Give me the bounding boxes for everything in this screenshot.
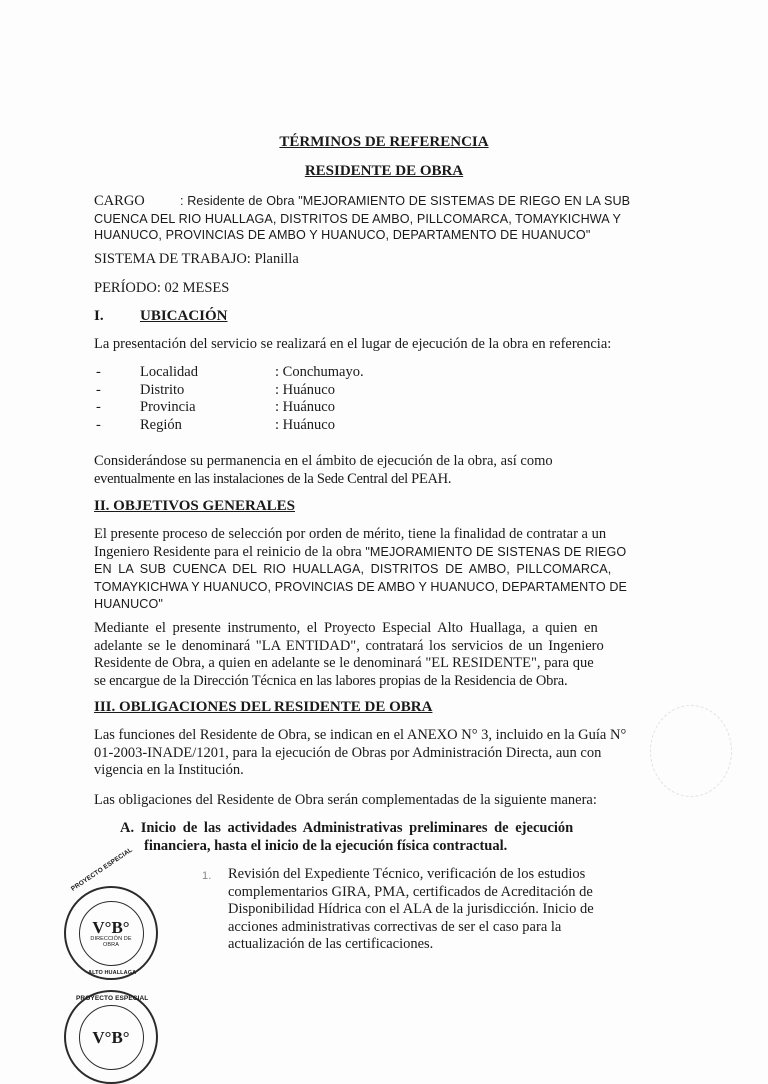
bullet: - (96, 416, 101, 433)
s3-p1-line2: 01-2003-INADE/1201, para la ejecución de Obras por Administración Directa, aun con (94, 744, 602, 761)
cargo-label: CARGO (94, 193, 145, 209)
section2-paragraph1 (94, 526, 656, 614)
section2-paragraph2 (94, 620, 660, 690)
s3-p1-line3: vigencia en la Institución. (94, 762, 244, 778)
section1-intro: La presentación del servicio se realizará en el lugar de ejecución de la obra en referencia: (94, 336, 612, 352)
p2-line1: Mediante el presente instrumento, el Proyecto Especial Alto Huallaga, a quien en (94, 620, 598, 636)
list-item (94, 399, 494, 417)
subsection-a (120, 820, 640, 855)
item1-line: complementarios GIRA, PMA, certificados de Acreditación de (228, 883, 593, 900)
location-label: Distrito (140, 381, 185, 398)
list-item (94, 417, 494, 435)
section3-paragraph1 (94, 727, 664, 780)
seal-ring-text: PROYECTO ESPECIAL (76, 995, 149, 1002)
bullet: - (96, 399, 101, 415)
s3-p1-line1: Las funciones del Residente de Obra, se indican en el ANEXO N° 3, incluido en la Guía N° (94, 727, 627, 743)
seal-ring-text: PROYECTO ESPECIAL (70, 846, 134, 893)
item1-line: Revisión del Expediente Técnico, verificación de los estudios (228, 866, 586, 882)
item1-line: acciones administrativas correctivas de ser el caso para la (228, 918, 562, 935)
seal-vb: V°B° (92, 917, 130, 937)
p2-line4: se encargue de la Dirección Técnica en las labores propias de la Residencia de Obra. (94, 672, 568, 689)
section1-title: UBICACIÓN (140, 308, 228, 324)
closing-line1: Considerándose su permanencia en el ámbito de ejecución de la obra, así como (94, 453, 553, 469)
subsection-a-line2: financiera, hasta el inicio de la ejecución física contractual. (144, 837, 508, 854)
sistema-trabajo: SISTEMA DE TRABAJO: Planilla (94, 251, 299, 267)
p1-line5: HUANUCO" (94, 597, 163, 611)
section2-title: II. OBJETIVOS GENERALES (94, 498, 296, 514)
section1-number: I. (94, 308, 104, 324)
location-list (94, 364, 494, 434)
list-item (94, 382, 494, 400)
bullet: - (96, 381, 101, 398)
p1-line2: Ingeniero Residente para el reinicio de la obra "MEJORAMIENTO DE SISTENAS DE RIEGO (94, 543, 627, 560)
subsection-a-line1: A. Inicio de las actividades Administrativas preliminares de ejecución (120, 820, 574, 836)
document-subtitle: RESIDENTE DE OBRA (304, 163, 464, 179)
cargo-value-line1: : Residente de Obra "MEJORAMIENTO DE SISTEMAS DE RIEGO EN LA SUB (180, 194, 631, 208)
section3-title: III. OBLIGACIONES DEL RESIDENTE DE OBRA (94, 699, 433, 715)
seal-bottom-text: ALTO HUALLAGA (88, 970, 137, 976)
document-title: TÉRMINOS DE REFERENCIA (279, 134, 489, 150)
location-label: Región (140, 416, 182, 433)
item1-text (228, 866, 658, 954)
p2-line2: adelante se le denominará "LA ENTIDAD", contratará los servicios de un Ingeniero (94, 637, 604, 654)
periodo: PERÍODO: 02 MESES (94, 280, 230, 296)
section3-paragraph2: Las obligaciones del Residente de Obra serán complementadas de la siguiente manera: (94, 792, 597, 808)
location-value: : Huánuco (275, 416, 335, 433)
closing-line2: eventualmente en las instalaciones de la Sede Central del PEAH. (94, 470, 452, 487)
location-value: : Conchumayo. (275, 364, 364, 380)
item1-line: Disponibilidad Hídrica con el ALA de la jurisdicción. Inicio de (228, 901, 594, 917)
item1-number: 1. (202, 870, 212, 882)
section1-closing (94, 453, 660, 488)
cargo-block (94, 193, 684, 242)
p1-line4: TOMAYKICHWA Y HUANUCO, PROVINCIAS DE AMBO Y HUANUCO, DEPARTAMENTO DE (94, 579, 628, 594)
cargo-line2: CUENCA DEL RIO HUALLAGA, DISTRITOS DE AMBO, PILLCOMARCA, TOMAYKICHWA Y (94, 212, 621, 226)
location-label: Provincia (140, 399, 196, 415)
faint-stamp-mark (650, 705, 732, 797)
p2-line3: Residente de Obra, a quien en adelante se le denominará "EL RESIDENTE", para que (94, 655, 594, 671)
bullet: - (96, 364, 101, 380)
official-seal-partial (64, 990, 158, 1084)
p1-line3: EN LA SUB CUENCA DEL RIO HUALLAGA, DISTRITOS DE AMBO, PILLCOMARCA, (94, 562, 612, 576)
location-label: Localidad (140, 364, 198, 380)
location-value: : Huánuco (275, 399, 335, 415)
list-item (94, 364, 494, 382)
seal-dept: DIRECCIÓN DE OBRA (90, 935, 132, 948)
seal-vb: V°B° (92, 1027, 130, 1047)
p1-line1: El presente proceso de selección por orden de mérito, tiene la finalidad de contratar a un (94, 526, 607, 542)
location-value: : Huánuco (275, 381, 335, 398)
item1-line: actualización de las certificaciones. (228, 936, 434, 952)
cargo-line3: HUANUCO, PROVINCIAS DE AMBO Y HUANUCO, DEPARTAMENTO DE HUANUCO" (94, 228, 591, 242)
official-seal (64, 846, 158, 980)
